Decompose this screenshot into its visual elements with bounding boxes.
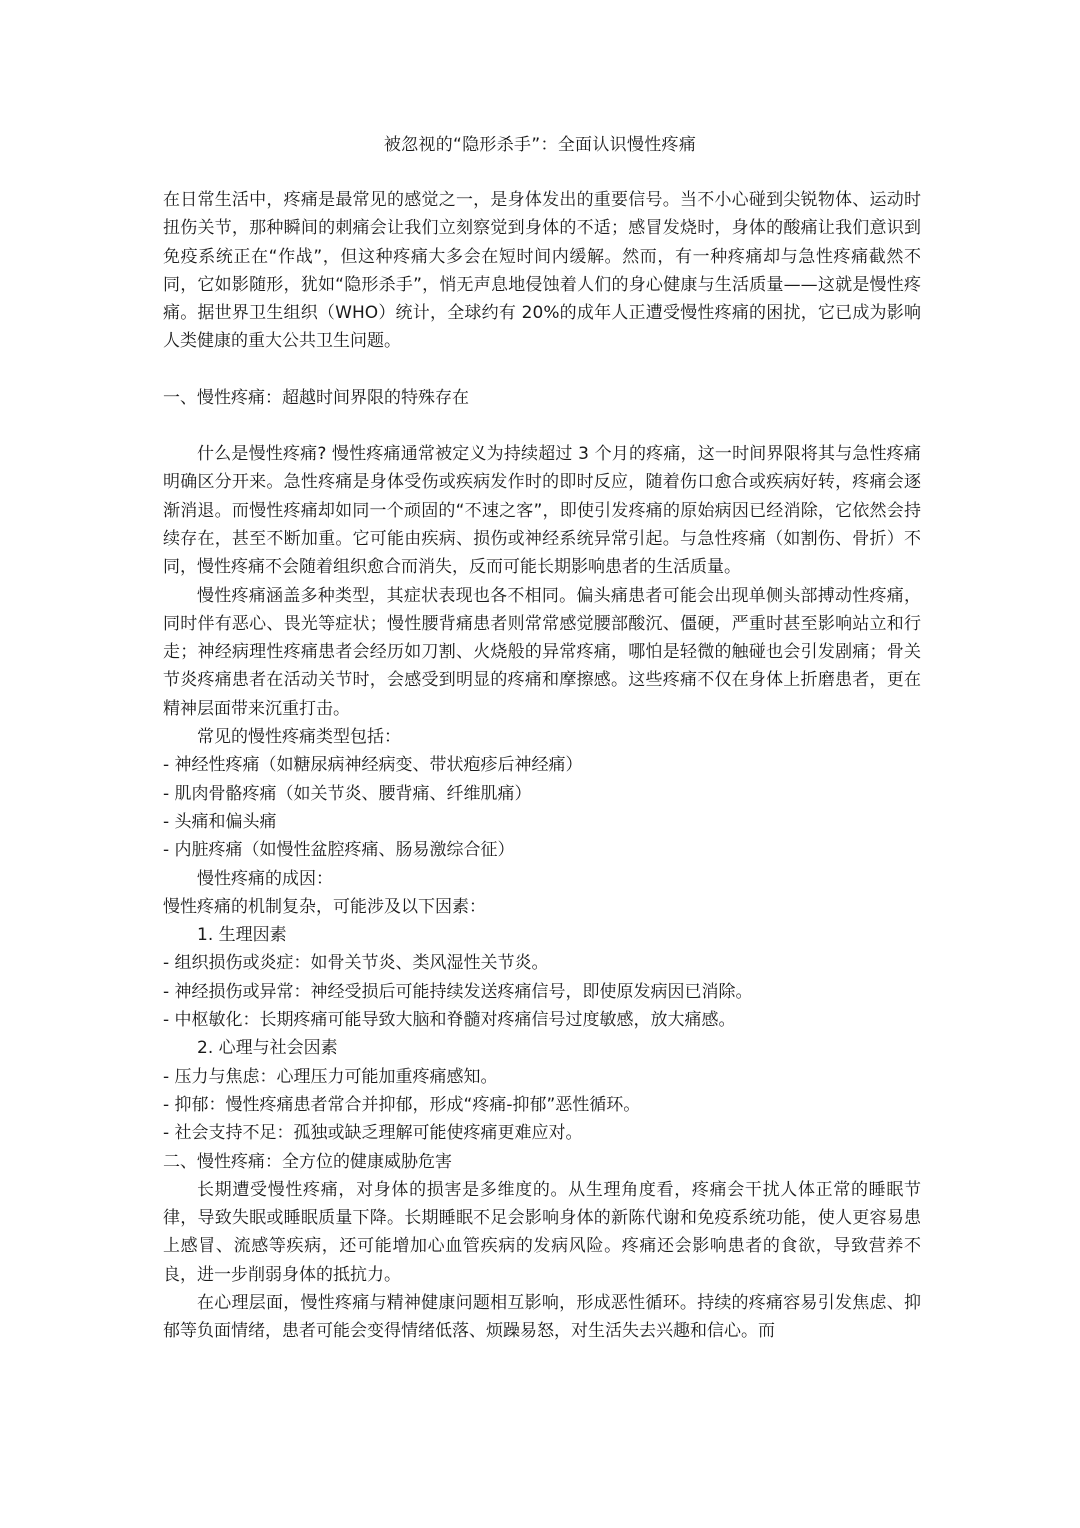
- physiological-factor-item: - 中枢敏化：长期疼痛可能导致大脑和脊髓对疼痛信号过度敏感，放大痛感。: [163, 1010, 736, 1031]
- physiological-factor-item: - 神经损伤或异常：神经受损后可能持续发送疼痛信号，即使原发病因已消除。: [163, 981, 753, 1002]
- section-2-paragraph-2: 在心理层面，慢性疼痛与精神健康问题相互影响，形成恶性循环。持续的疼痛容易引发焦虑、抑郁等负面情绪，患者可能会变得情绪低落、烦躁易怒，对生活失去兴趣和信心。而: [163, 1292, 921, 1342]
- document-body: [163, 186, 921, 1346]
- intro-paragraph: 在日常生活中，疼痛是最常见的感觉之一，是身体发出的重要信号。当不小心碰到尖锐物体、运动时扭伤关节，那种瞬间的刺痛会让我们立刻察觉到身体的不适；感冒发烧时，身体的酸痛让我们意识到免疫系统正在“作战”，但这种疼痛大多会在短时间内缓解。然而，有一种疼痛却与急性疼痛截然不同，它如影随形，犹如“隐形杀手”，悄无声息地侵蚀着人们的身心健康与生活质量——这就是慢性疼痛。据世界卫生组织（WHO）统计，全球约有 20%的成年人正遭受慢性疼痛的困扰，它已成为影响人类健康的重大公共卫生问题。: [163, 190, 921, 352]
- physiological-factors-heading: 1. 生理因素: [197, 925, 287, 946]
- causes-intro: 慢性疼痛的机制复杂，可能涉及以下因素：: [163, 896, 486, 917]
- section-1-paragraph-1: 什么是慢性疼痛? 慢性疼痛通常被定义为持续超过 3 个月的疼痛，这一时间界限将其与急性疼痛明确区分开来。急性疼痛是身体受伤或疾病发作时的即时反应，随着伤口愈合或疾病好转，疼痛会逐渐消退。而慢性疼痛却如同一个顽固的“不速之客”，即使引发疼痛的原始病因已经消除，它依然会持续存在，甚至不断加重。它可能由疾病、损伤或神经系统异常引起。与急性疼痛（如割伤、骨折）不同，慢性疼痛不会随着组织愈合而消失，反而可能长期影响患者的生活质量。: [163, 444, 921, 578]
- section-1-heading: 一、慢性疼痛：超越时间界限的特殊存在: [163, 387, 469, 408]
- physiological-factor-item: - 组织损伤或炎症：如骨关节炎、类风湿性关节炎。: [163, 953, 549, 974]
- psychosocial-factors-heading: 2. 心理与社会因素: [197, 1038, 338, 1059]
- psychosocial-factor-item: - 压力与焦虑：心理压力可能加重疼痛感知。: [163, 1066, 498, 1087]
- pain-types-intro: 常见的慢性疼痛类型包括：: [197, 727, 401, 748]
- causes-heading: 慢性疼痛的成因：: [197, 868, 333, 889]
- document-title: 被忽视的“隐形杀手”：全面认识慢性疼痛: [383, 135, 697, 155]
- pain-type-item: - 肌肉骨骼疼痛（如关节炎、腰背痛、纤维肌痛）: [163, 783, 532, 804]
- psychosocial-factor-item: - 抑郁：慢性疼痛患者常合并抑郁，形成“疼痛-抑郁”恶性循环。: [163, 1094, 641, 1115]
- psychosocial-factor-item: - 社会支持不足：孤独或缺乏理解可能使疼痛更难应对。: [163, 1123, 583, 1144]
- section-1-paragraph-2: 慢性疼痛涵盖多种类型，其症状表现也各不相同。偏头痛患者可能会出现单侧头部搏动性疼痛，同时伴有恶心、畏光等症状；慢性腰背痛患者则常常感觉腰部酸沉、僵硬，严重时甚至影响站立和行走；神经病理性疼痛患者会经历如刀割、火烧般的异常疼痛，哪怕是轻微的触碰也会引发剧痛；骨关节炎疼痛患者在活动关节时，会感受到明显的疼痛和摩擦感。这些疼痛不仅在身体上折磨患者，更在精神层面带来沉重打击。: [163, 585, 921, 719]
- section-2-paragraph-1: 长期遭受慢性疼痛，对身体的损害是多维度的。从生理角度看，疼痛会干扰人体正常的睡眠节律，导致失眠或睡眠质量下降。长期睡眠不足会影响身体的新陈代谢和免疫系统功能，使人更容易患上感冒、流感等疾病，还可能增加心血管疾病的发病风险。疼痛还会影响患者的食欲，导致营养不良，进一步削弱身体的抵抗力。: [163, 1179, 921, 1285]
- section-2-heading: 二、慢性疼痛：全方位的健康威胁危害: [163, 1151, 452, 1172]
- pain-type-item: - 神经性疼痛（如糖尿病神经病变、带状疱疹后神经痛）: [163, 755, 583, 776]
- pain-type-item: - 头痛和偏头痛: [163, 811, 277, 832]
- pain-type-item: - 内脏疼痛（如慢性盆腔疼痛、肠易激综合征）: [163, 840, 515, 861]
